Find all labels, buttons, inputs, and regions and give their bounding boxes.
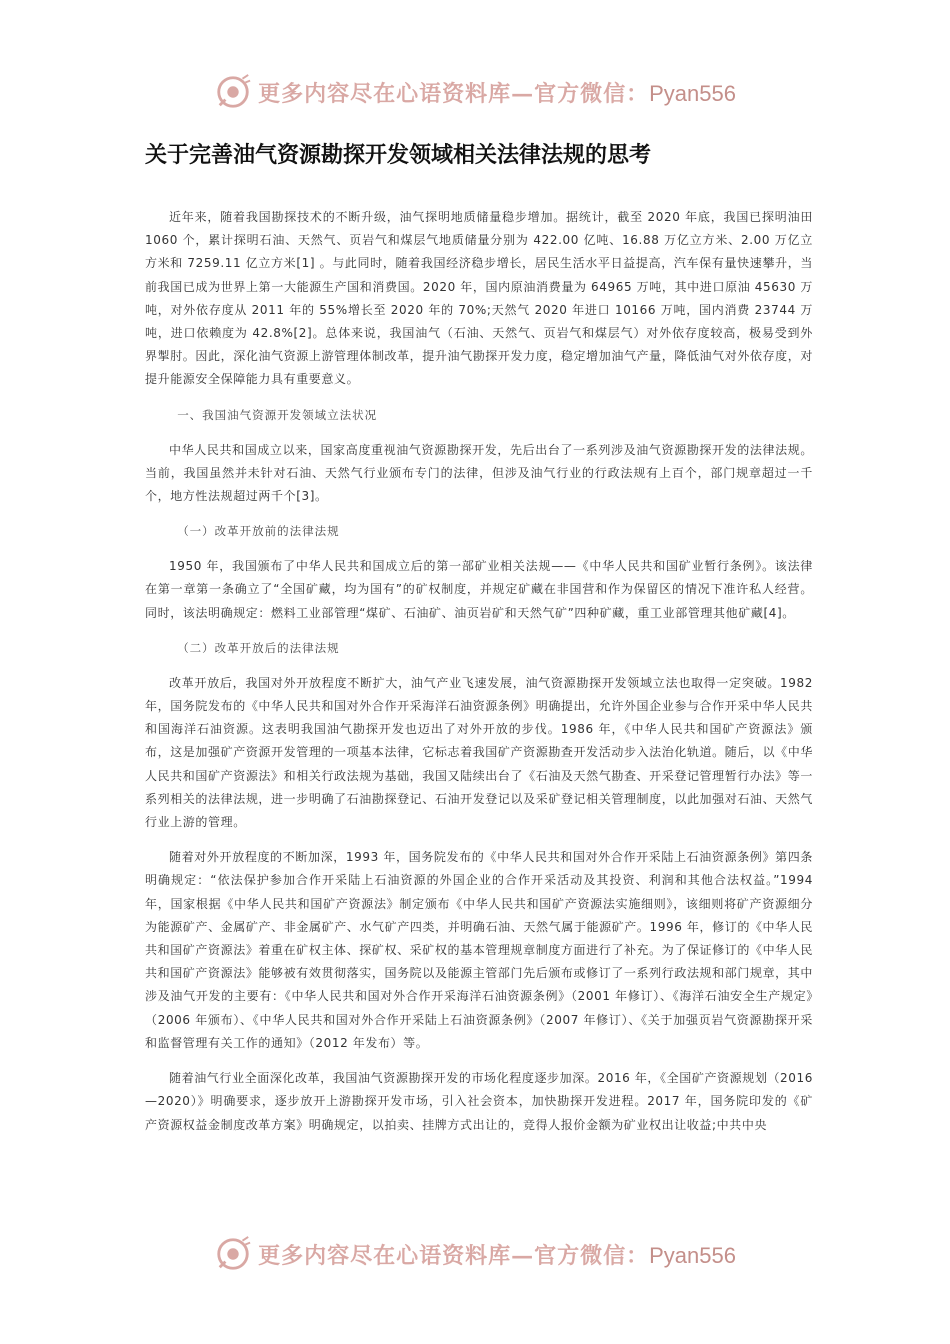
banner-text: 更多内容尽在心语资料库—官方微信：Pyan556 — [258, 1242, 736, 1269]
body-paragraph: 近年来，随着我国勘探技术的不断升级，油气探明地质储量稳步增加。据统计，截至 2020 年底，我国已探明油田 1060 个，累计探明石油、天然气、页岩气和煤层气地质储量分别为 422.00 亿吨、16.88 万亿立方米、2.00 万亿立方米和 7259.11 亿立方米[1] 。与此同时，随着我国经济稳步增长，居民生活水平日益提高，汽车保有量快速攀升，当前我国已成为世界上第一大能源生产国和消费国。2020 年，国内原油消费量为 64965 万吨，其中进口原油 45630 万吨，对外依存度从 2011 年的 55%增长至 2020 年的 70%;天然气 2020 年进口 10166 万吨，国内消费 23744 万吨，进口依赖度为 42.8%[2]。总体来说，我国油气（石油、天然气、页岩气和煤层气）对外依存度较高，极易受到外界掣肘。因此，深化油气资源上游管理体制改革，提升油气勘探开发力度，稳定增加油气产量，降低油气对外依存度，对提升能源安全保障能力具有重要意义。 — [145, 210, 813, 387]
body-paragraph: 中华人民共和国成立以来，国家高度重视油气资源勘探开发，先后出台了一系列涉及油气资源勘探开发的法律法规。当前，我国虽然并未针对石油、天然气行业颁布专门的法律，但涉及油气行业的行政法规有上百个，部门规章超过一千个，地方性法规超过两千个[3]。 — [145, 442, 813, 504]
brand-logo-icon — [214, 1235, 252, 1273]
footer-watermark-banner — [0, 1232, 950, 1276]
section-heading: （二）改革开放后的法律法规 — [177, 640, 340, 655]
document-body — [145, 206, 813, 1149]
wechat-id: Pyan556 — [649, 80, 736, 106]
header-watermark-banner — [0, 70, 950, 114]
body-paragraph: 随着对外开放程度的不断加深，1993 年，国务院发布的《中华人民共和国对外合作开采陆上石油资源条例》第四条明确规定：“依法保护参加合作开采陆上石油资源的外国企业的合作开采活动及其投资、利润和其他合法权益。”1994 年，国家根据《中华人民共和国矿产资源法》制定颁布《中华人民共和国矿产资源法实施细则》，该细则将矿产资源细分为能源矿产、金属矿产、非金属矿产、水气矿产四类，并明确石油、天然气属于能源矿产。1996 年，修订的《中华人民共和国矿产资源法》着重在矿权主体、探矿权、采矿权的基本管理规章制度方面进行了补充。为了保证修订的《中华人民共和国矿产资源法》能够被有效贯彻落实，国务院以及能源主管部门先后颁布或修订了一系列行政法规和部门规章，其中涉及油气开发的主要有：《中华人民共和国对外合作开采海洋石油资源条例》（2001 年修订）、《海洋石油安全生产规定》（2006 年颁布）、《中华人民共和国对外合作开采陆上石油资源条例》（2007 年修订）、《关于加强页岩气资源勘探开采和监督管理有关工作的通知》（2012 年发布）等。 — [145, 850, 813, 1050]
wechat-id: Pyan556 — [649, 1242, 736, 1268]
banner-text: 更多内容尽在心语资料库—官方微信：Pyan556 — [258, 80, 736, 107]
brand-logo-icon — [214, 73, 252, 111]
document-title: 关于完善油气资源勘探开发领域相关法律法规的思考 — [145, 143, 652, 168]
body-paragraph: 随着油气行业全面深化改革，我国油气资源勘探开发的市场化程度逐步加深。2016 年，《全国矿产资源规划（2016—2020）》明确要求，逐步放开上游勘探开发市场，引入社会资本，加快勘探开发进程。2017 年，国务院印发的《矿产资源权益金制度改革方案》明确规定，以拍卖、挂牌方式出让的，竞得人报价金额为矿业权出让收益;中共中央 — [145, 1071, 813, 1132]
body-paragraph: 1950 年，我国颁布了中华人民共和国成立后的第一部矿业相关法规——《中华人民共和国矿业暂行条例》。该法律在第一章第一条确立了“全国矿藏，均为国有”的矿权制度，并规定矿藏在非国营和作为保留区的情况下准许私人经营。同时，该法明确规定：燃料工业部管理“煤矿、石油矿、油页岩矿和天然气矿”四种矿藏，重工业部管理其他矿藏[4]。 — [145, 559, 813, 620]
section-heading: （一）改革开放前的法律法规 — [177, 524, 340, 539]
body-paragraph: 改革开放后，我国对外开放程度不断扩大，油气产业飞速发展，油气资源勘探开发领域立法也取得一定突破。1982 年，国务院发布的《中华人民共和国对外合作开采海洋石油资源条例》明确提出，允许外国企业参与合作开采中华人民共和国海洋石油资源。这表明我国油气勘探开发也迈出了对外开放的步伐。1986 年，《中华人民共和国矿产资源法》颁布，这是加强矿产资源开发管理的一项基本法律，它标志着我国矿产资源勘查开发活动步入法治化轨道。随后，以《中华人民共和国矿产资源法》和相关行政法规为基础，我国又陆续出台了《石油及天然气勘查、开采登记管理暂行办法》等一系列相关的法律法规，进一步明确了石油勘探登记、石油开发登记以及采矿登记相关管理制度，以此加强对石油、天然气行业上游的管理。 — [145, 675, 813, 830]
section-heading: 一、我国油气资源开发领域立法状况 — [177, 407, 378, 422]
